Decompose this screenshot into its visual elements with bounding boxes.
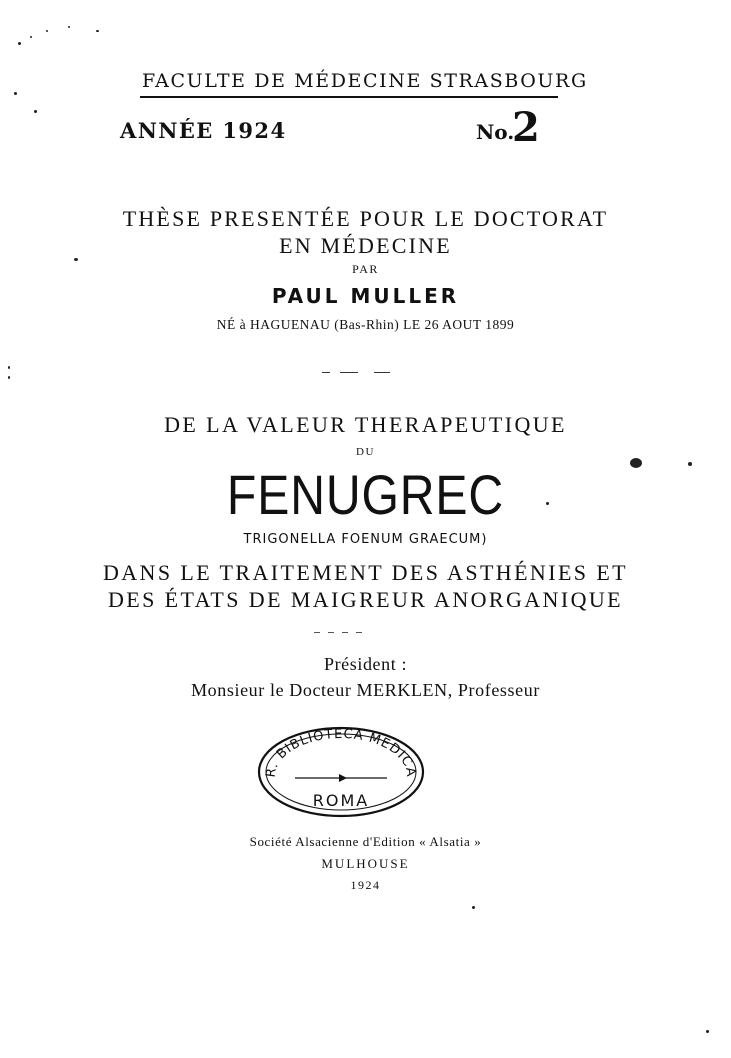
title-du: DU (356, 446, 375, 458)
scan-speck (30, 36, 32, 38)
ornament-divider (322, 372, 390, 374)
faculty-underline (140, 96, 558, 98)
title-line4: DES ÉTATS DE MAIGREUR ANORGANIQUE (108, 587, 623, 612)
publisher-city: MULHOUSE (321, 856, 410, 871)
title-line3: DANS LE TRAITEMENT DES ASTHÉNIES ET (102, 560, 628, 585)
scan-speck (688, 462, 692, 466)
library-stamp (255, 724, 427, 820)
scan-speck (14, 92, 17, 95)
stamp-bottom-text: ROMA (312, 791, 370, 810)
author-birth: NÉ à HAGUENAU (Bas-Rhin) LE 26 AOUT 1899 (216, 317, 515, 332)
faculty-heading: FACULTE DE MÉDECINE STRASBOURG (142, 70, 588, 92)
publication-year: 1924 (350, 878, 381, 892)
scan-speck (8, 366, 10, 369)
author-name: PAUL MULLER (271, 284, 460, 308)
scan-speck (18, 42, 21, 45)
scan-speck (706, 1030, 709, 1033)
title-line1: DE LA VALEUR THERAPEUTIQUE (164, 412, 567, 437)
stamp-top-text: R. BIBLIOTECA MEDICA (263, 726, 419, 779)
par-label: PAR (352, 262, 379, 276)
thesis-number-label: No. (476, 120, 515, 144)
president-label: Président : (323, 654, 408, 674)
thesis-statement-line2: EN MÉDECINE (279, 233, 452, 258)
botanical-subtitle: TRIGONELLA FOENUM GRAECUM) (243, 532, 488, 547)
scan-speck (8, 376, 10, 379)
president-name: Monsieur le Docteur MERKLEN, Professeur (191, 680, 540, 700)
scan-speck (472, 906, 475, 909)
publisher-name: Société Alsacienne d'Edition « Alsatia » (249, 834, 482, 849)
stamp-seal-icon (255, 724, 427, 820)
scan-speck (68, 26, 70, 28)
scan-speck (96, 30, 99, 32)
main-title: FENUGREC (226, 463, 505, 526)
academic-year: ANNÉE 1924 (120, 118, 287, 143)
scan-speck (34, 110, 37, 113)
thesis-number-value: 2 (512, 104, 540, 151)
thesis-statement-line1: THÈSE PRESENTÉE POUR LE DOCTORAT (122, 206, 609, 231)
ornament-divider (314, 632, 370, 634)
svg-text:R. BIBLIOTECA MEDICA (264, 727, 419, 778)
scan-speck (46, 30, 48, 32)
